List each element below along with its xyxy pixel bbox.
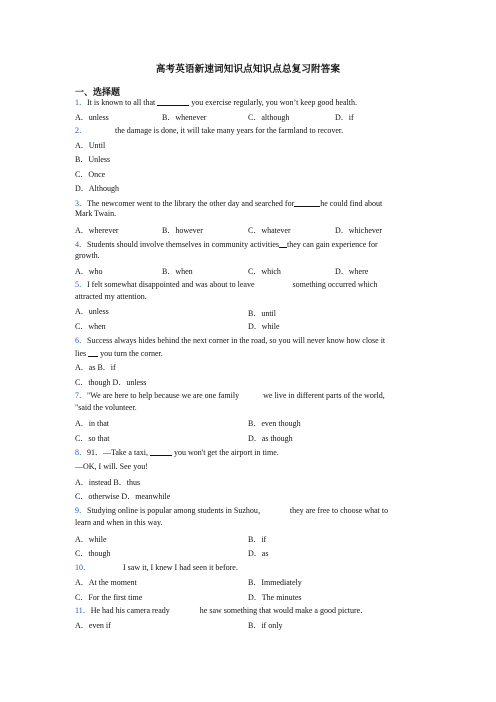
option-b[interactable]: B．if only — [248, 621, 283, 630]
question-5-continued: attracted my attention. — [75, 292, 147, 301]
question-text: I saw it, I knew I had seen it before. — [123, 563, 238, 572]
question-3-continued: Mark Twain. — [75, 209, 117, 218]
answer-blank — [294, 198, 320, 207]
question-number: 4． — [75, 240, 87, 249]
option-a[interactable]: A．unless — [75, 113, 109, 122]
option-c[interactable]: C．when — [75, 322, 106, 331]
question-number: 3． — [75, 199, 87, 208]
option-a[interactable]: A．who — [75, 267, 103, 276]
question-text: they can gain experience for — [286, 240, 378, 249]
question-text: you turn the corner. — [100, 349, 163, 358]
question-10 — [75, 563, 238, 573]
question-text: "We are here to help because we are one family — [87, 391, 240, 400]
question-8 — [75, 447, 279, 458]
option-b[interactable]: B．even though — [248, 419, 301, 428]
question-9 — [75, 506, 388, 516]
option-b[interactable]: B．Unless — [75, 155, 111, 164]
answer-blank — [88, 348, 98, 357]
question-text: Success always hides behind the next corner in the road, so you will never know how close it — [87, 336, 386, 345]
option-c-d[interactable]: C．though D．unless — [75, 378, 147, 387]
question-9-continued: learn and when in this way. — [75, 518, 163, 527]
question-text: 91．—Take a taxi, — [87, 448, 150, 457]
option-a-b[interactable]: A．instead B．thus — [75, 478, 141, 487]
option-c[interactable]: C．whatever — [248, 226, 291, 235]
question-text: It is known to all that — [87, 98, 158, 107]
question-2 — [75, 126, 343, 136]
answer-blank — [157, 97, 189, 106]
question-text: The newcomer went to the library the other day and searched for — [87, 199, 295, 208]
question-number: 7． — [75, 391, 87, 400]
question-text: the damage is done, it will take many years for the farmland to recover. — [115, 126, 344, 135]
question-text: Studying online is popular among students in Suzhou， — [87, 506, 266, 515]
question-text: we live in different parts of the world, — [263, 391, 385, 400]
option-b[interactable]: B．however — [162, 226, 203, 235]
question-number: 6． — [75, 336, 87, 345]
question-number: 2． — [75, 126, 87, 135]
question-7 — [75, 391, 385, 401]
option-c[interactable]: C．although — [248, 113, 290, 122]
option-a[interactable]: A．unless — [75, 307, 109, 316]
question-text: Students should involve themselves in community activities — [87, 240, 279, 249]
option-a[interactable]: A．At the moment — [75, 578, 137, 587]
option-a[interactable]: A．even if — [75, 621, 111, 630]
option-c[interactable]: C．For the first time — [75, 593, 143, 602]
option-c[interactable]: C．so that — [75, 434, 110, 443]
question-number: 8． — [75, 448, 87, 457]
question-8-continued: —OK, I will. See you! — [75, 462, 148, 471]
question-5 — [75, 280, 377, 290]
question-7-continued: "said the volunteer. — [75, 403, 137, 412]
question-number: 9． — [75, 506, 87, 515]
answer-blank — [279, 239, 287, 248]
option-d[interactable]: D．as — [248, 549, 269, 558]
option-b[interactable]: B．when — [162, 267, 193, 276]
option-d[interactable]: D．whichever — [335, 226, 383, 235]
answer-blank — [150, 447, 172, 456]
option-d[interactable]: D．if — [335, 113, 354, 122]
question-text: He had his camera ready — [90, 606, 170, 615]
section-heading: 一、选择题 — [75, 87, 121, 97]
question-number: 1． — [75, 98, 87, 107]
question-text: he could find about — [320, 199, 383, 208]
option-a-b[interactable]: A．as B．if — [75, 363, 116, 372]
question-text: I felt somewhat disappointed and was about to leave — [87, 280, 255, 289]
question-text: you exercise regularly, you won’t keep good health. — [189, 98, 357, 107]
option-c-d[interactable]: C．otherwise D．meanwhile — [75, 492, 171, 501]
question-4-continued: growth. — [75, 251, 100, 260]
option-d[interactable]: D．while — [248, 322, 280, 331]
option-a[interactable]: A．while — [75, 535, 107, 544]
option-d[interactable]: D．Although — [75, 184, 119, 193]
option-c[interactable]: C．Once — [75, 170, 106, 179]
question-text: you won't get the airport in time. — [171, 448, 279, 457]
option-d[interactable]: D．where — [335, 267, 369, 276]
option-b[interactable]: B．whenever — [162, 113, 207, 122]
question-3 — [75, 198, 382, 209]
option-a[interactable]: A．in that — [75, 419, 109, 428]
question-text: lies — [75, 349, 87, 358]
document-title: 高考英语新速词知识点知识点总复习附答案 — [155, 65, 341, 75]
question-6-continued — [75, 348, 163, 359]
option-b[interactable]: B．Immediately — [248, 578, 302, 587]
option-c[interactable]: C．though — [75, 549, 111, 558]
question-number: 11． — [75, 606, 91, 615]
question-4 — [75, 239, 378, 250]
option-b[interactable]: B．if — [248, 535, 267, 544]
question-1 — [75, 97, 357, 108]
option-d[interactable]: D．The minutes — [248, 593, 302, 602]
option-c[interactable]: C．which — [248, 267, 281, 276]
option-b[interactable]: B．until — [248, 309, 277, 318]
option-a[interactable]: A．wherever — [75, 226, 119, 235]
question-text: he saw something that would make a good picture. — [199, 606, 363, 615]
question-text: they are free to choose what to — [289, 506, 389, 515]
question-number: 5． — [75, 280, 87, 289]
option-d[interactable]: D．as though — [248, 434, 293, 443]
question-number: 10． — [75, 563, 91, 572]
option-a[interactable]: A．Until — [75, 141, 106, 150]
question-6 — [75, 336, 385, 346]
question-text: something occurred which — [292, 280, 378, 289]
question-11 — [75, 606, 362, 616]
